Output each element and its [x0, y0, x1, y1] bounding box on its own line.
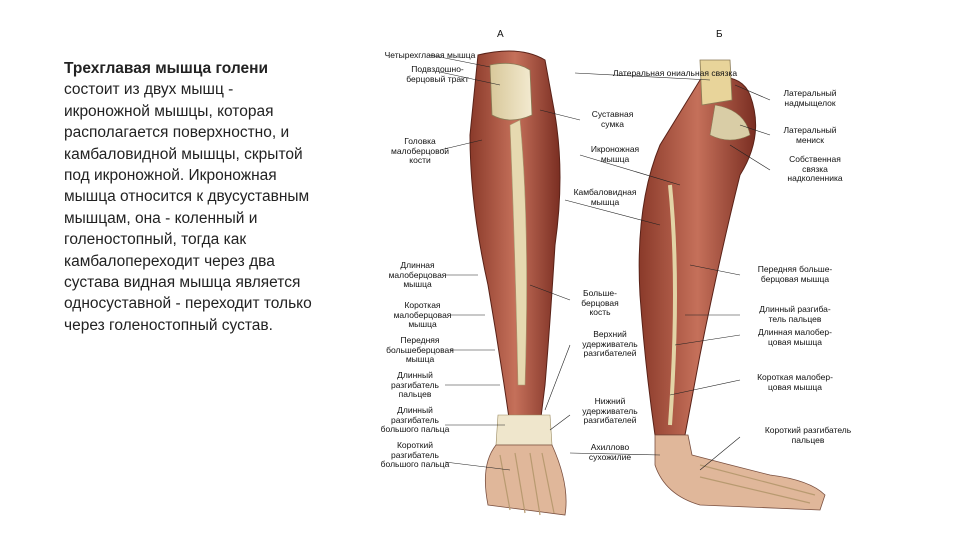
label-extensor-digitorum-longus: Длинный разгибатель пальцев [391, 370, 439, 399]
label-peroneus-longus: Длинная малоберцовая мышца [388, 260, 447, 289]
description-heading: Трехглавая мышца голени [64, 60, 268, 77]
label-tibialis-anterior: Передняя большеберцовая мышца [386, 335, 454, 364]
label-extensor-hallucis-longus: Длинный разгибатель большого пальца [380, 405, 450, 434]
label-peroneus-longus-b: Длинная малобер- цовая мышца [758, 327, 832, 347]
label-peroneus-brevis-b: Короткая малобер- цовая мышца [757, 372, 833, 392]
label-extensor-hallucis-brevis: Короткий разгибатель большого пальца [380, 440, 450, 469]
label-soleus: Камбаловидная мышца [573, 187, 637, 207]
label-joint-capsule: Суставная сумка [591, 109, 634, 129]
label-patellar-ligament: Собственная связка надколенника [787, 154, 843, 183]
label-iliotibial-tract: Подвздошно- берцовый тракт [406, 64, 469, 84]
label-quadriceps: Четырехглавая мышца [384, 50, 476, 60]
label-extensor-digitorum-longus-b: Длинный разгиба- тель пальцев [759, 304, 831, 324]
label-lateral-meniscus: Латеральный мениск [783, 125, 837, 145]
label-peroneus-brevis: Короткая малоберцовая мышца [393, 300, 452, 329]
label-tibialis-anterior-b: Передняя больше- берцовая мышца [757, 264, 833, 284]
label-superior-extensor-retinaculum: Верхний удерживатель разгибателей [582, 329, 638, 358]
label-lateral-ligament: Латеральная ониальная связка [612, 68, 738, 78]
label-extensor-digitorum-brevis: Короткий разгибатель пальцев [764, 425, 852, 445]
label-gastrocnemius: Икроножная мышца [590, 144, 640, 164]
label-achilles-tendon: Ахиллово сухожилие [588, 442, 632, 462]
description-body: состоит из двух мышц - икроножной мышцы, которая располагается поверхностно, и камбаловидной мышцы, скрытой под икроножной. Икроножная мышца относится к двусуставным мышцам, она - коленный и голеностопный, тогда как камбалопереходит через два сустава видная мышца является односуставной - переходит только через голеностопный сустав. [64, 81, 312, 334]
figure-label-b: Б [716, 29, 723, 40]
label-lateral-epicondyle: Латеральный надмыщелок [783, 88, 837, 108]
leg-a-front-view [470, 51, 566, 515]
leg-anatomy-illustration [370, 25, 890, 535]
label-inferior-extensor-retinaculum: Нижний удерживатель разгибателей [582, 396, 638, 425]
description-text [64, 58, 314, 336]
label-tibia: Больше- берцовая кость [581, 288, 619, 317]
label-fibula-head: Головка малоберцовой кости [391, 136, 449, 165]
figure-label-a: А [497, 29, 504, 40]
